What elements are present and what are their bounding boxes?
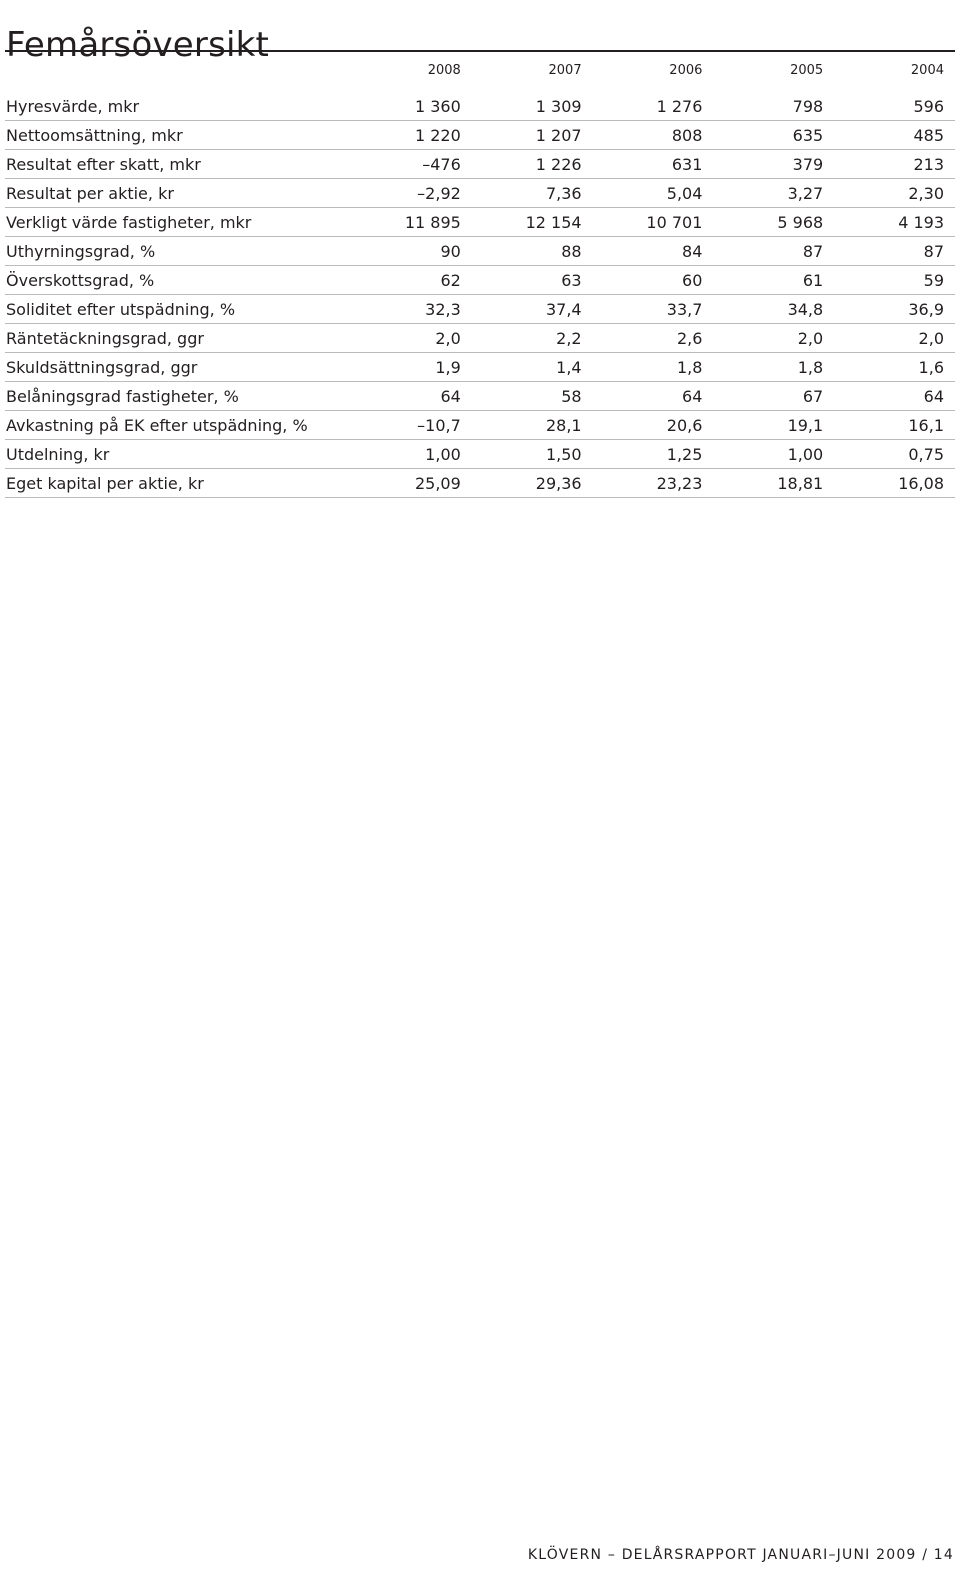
- footer-dash: –: [607, 1547, 617, 1563]
- cell-2008: 25,09: [351, 469, 472, 498]
- cell-2006: 631: [593, 150, 714, 179]
- row-label: Soliditet efter utspädning, %: [5, 295, 351, 324]
- row-label: Eget kapital per aktie, kr: [5, 469, 351, 498]
- cell-2005: 18,81: [713, 469, 834, 498]
- cell-2005: 3,27: [713, 179, 834, 208]
- cell-2006: 2,6: [593, 324, 714, 353]
- cell-2007: 58: [472, 382, 593, 411]
- cell-2006: 1,8: [593, 353, 714, 382]
- table-body: [5, 82, 955, 498]
- page-title: Femårsöversikt: [6, 24, 270, 65]
- cell-2008: 90: [351, 237, 472, 266]
- cell-2006: 84: [593, 237, 714, 266]
- cell-2006: 1 276: [656, 96, 703, 116]
- cell-2004: 2,30: [834, 179, 955, 208]
- row-label: Hyresvärde, mkr: [6, 96, 140, 116]
- footer-report-title: DELÅRSRAPPORT JANUARI–JUNI 2009: [621, 1547, 917, 1563]
- cell-2006: 10 701: [593, 208, 714, 237]
- cell-2008: 62: [351, 266, 472, 295]
- cell-2005: 1,8: [713, 353, 834, 382]
- cell-2007: 29,36: [472, 469, 593, 498]
- cell-2008: 11 895: [351, 208, 472, 237]
- cell-2008: –2,92: [351, 179, 472, 208]
- cell-2005: 67: [713, 382, 834, 411]
- table-row: [5, 382, 955, 411]
- cell-2007: 28,1: [472, 411, 593, 440]
- cell-2007: 12 154: [472, 208, 593, 237]
- cell-2005: 2,0: [713, 324, 834, 353]
- cell-2004: 596: [913, 96, 944, 116]
- header-label-cell: [5, 58, 351, 82]
- table-row: [5, 237, 955, 266]
- table-row: [5, 295, 955, 324]
- cell-2005: 34,8: [713, 295, 834, 324]
- cell-2008: 32,3: [351, 295, 472, 324]
- row-label: Utdelning, kr: [5, 440, 351, 469]
- cell-2007: 37,4: [472, 295, 593, 324]
- table-row: [5, 150, 955, 179]
- cell-2006: 33,7: [593, 295, 714, 324]
- page-number: 14: [933, 1547, 954, 1563]
- cell-2007: 1 309: [535, 96, 582, 116]
- cell-2005: 635: [713, 121, 834, 150]
- cell-2006: 64: [593, 382, 714, 411]
- table-row: [5, 266, 955, 295]
- year-header: 2008: [427, 62, 461, 78]
- cell-2004: 213: [834, 150, 955, 179]
- header-row: [5, 58, 955, 82]
- year-header: 2005: [790, 62, 824, 78]
- row-label: Belåningsgrad fastigheter, %: [5, 382, 351, 411]
- footer-separator: /: [922, 1547, 929, 1563]
- cell-2004: 0,75: [834, 440, 955, 469]
- table-row: [5, 411, 955, 440]
- cell-2006: 23,23: [593, 469, 714, 498]
- table-row: [5, 92, 955, 121]
- cell-2007: 7,36: [472, 179, 593, 208]
- table-row: [5, 179, 955, 208]
- row-label: Skuldsättningsgrad, ggr: [5, 353, 351, 382]
- cell-2005: 5 968: [713, 208, 834, 237]
- cell-2008: 1 360: [414, 96, 461, 116]
- cell-2008: 64: [351, 382, 472, 411]
- cell-2005: 1,00: [713, 440, 834, 469]
- cell-2007: 88: [472, 237, 593, 266]
- cell-2004: 87: [834, 237, 955, 266]
- page-footer: [528, 1547, 954, 1563]
- table-row: [5, 469, 955, 498]
- cell-2008: 1,00: [351, 440, 472, 469]
- cell-2008: 1,9: [351, 353, 472, 382]
- cell-2007: 1 207: [472, 121, 593, 150]
- row-label: Resultat per aktie, kr: [5, 179, 351, 208]
- cell-2004: 16,08: [834, 469, 955, 498]
- cell-2005: 19,1: [713, 411, 834, 440]
- cell-2004: 16,1: [834, 411, 955, 440]
- row-label: Överskottsgrad, %: [5, 266, 351, 295]
- cell-2004: 2,0: [834, 324, 955, 353]
- cell-2007: 1,4: [472, 353, 593, 382]
- table-row: [5, 208, 955, 237]
- year-header: 2004: [910, 62, 944, 78]
- five-year-table: [5, 58, 955, 498]
- cell-2007: 1,50: [472, 440, 593, 469]
- cell-2008: –476: [351, 150, 472, 179]
- table-row: [5, 353, 955, 382]
- cell-2004: 485: [834, 121, 955, 150]
- cell-2005: 798: [792, 96, 824, 116]
- table-row: [5, 121, 955, 150]
- spacer-row: [5, 82, 955, 92]
- footer-brand: KLÖVERN: [527, 1547, 603, 1563]
- cell-2006: 60: [593, 266, 714, 295]
- cell-2004: 4 193: [834, 208, 955, 237]
- year-header: 2006: [669, 62, 703, 78]
- cell-2004: 1,6: [834, 353, 955, 382]
- cell-2004: 59: [834, 266, 955, 295]
- table-row: [5, 324, 955, 353]
- cell-2006: 5,04: [593, 179, 714, 208]
- year-header: 2007: [548, 62, 582, 78]
- cell-2005: 379: [713, 150, 834, 179]
- row-label: Avkastning på EK efter utspädning, %: [5, 411, 351, 440]
- cell-2008: 2,0: [351, 324, 472, 353]
- cell-2007: 63: [472, 266, 593, 295]
- cell-2004: 64: [834, 382, 955, 411]
- table-row: [5, 440, 955, 469]
- row-label: Nettoomsättning, mkr: [5, 121, 351, 150]
- cell-2008: –10,7: [351, 411, 472, 440]
- cell-2008: 1 220: [351, 121, 472, 150]
- row-label: Verkligt värde fastigheter, mkr: [5, 208, 351, 237]
- cell-2007: 2,2: [472, 324, 593, 353]
- row-label: Räntetäckningsgrad, ggr: [5, 324, 351, 353]
- cell-2006: 808: [593, 121, 714, 150]
- cell-2005: 61: [713, 266, 834, 295]
- cell-2006: 1,25: [593, 440, 714, 469]
- cell-2005: 87: [713, 237, 834, 266]
- cell-2004: 36,9: [834, 295, 955, 324]
- cell-2007: 1 226: [472, 150, 593, 179]
- cell-2006: 20,6: [593, 411, 714, 440]
- row-label: Uthyrningsgrad, %: [5, 237, 351, 266]
- row-label: Resultat efter skatt, mkr: [5, 150, 351, 179]
- title-rule: [5, 50, 955, 52]
